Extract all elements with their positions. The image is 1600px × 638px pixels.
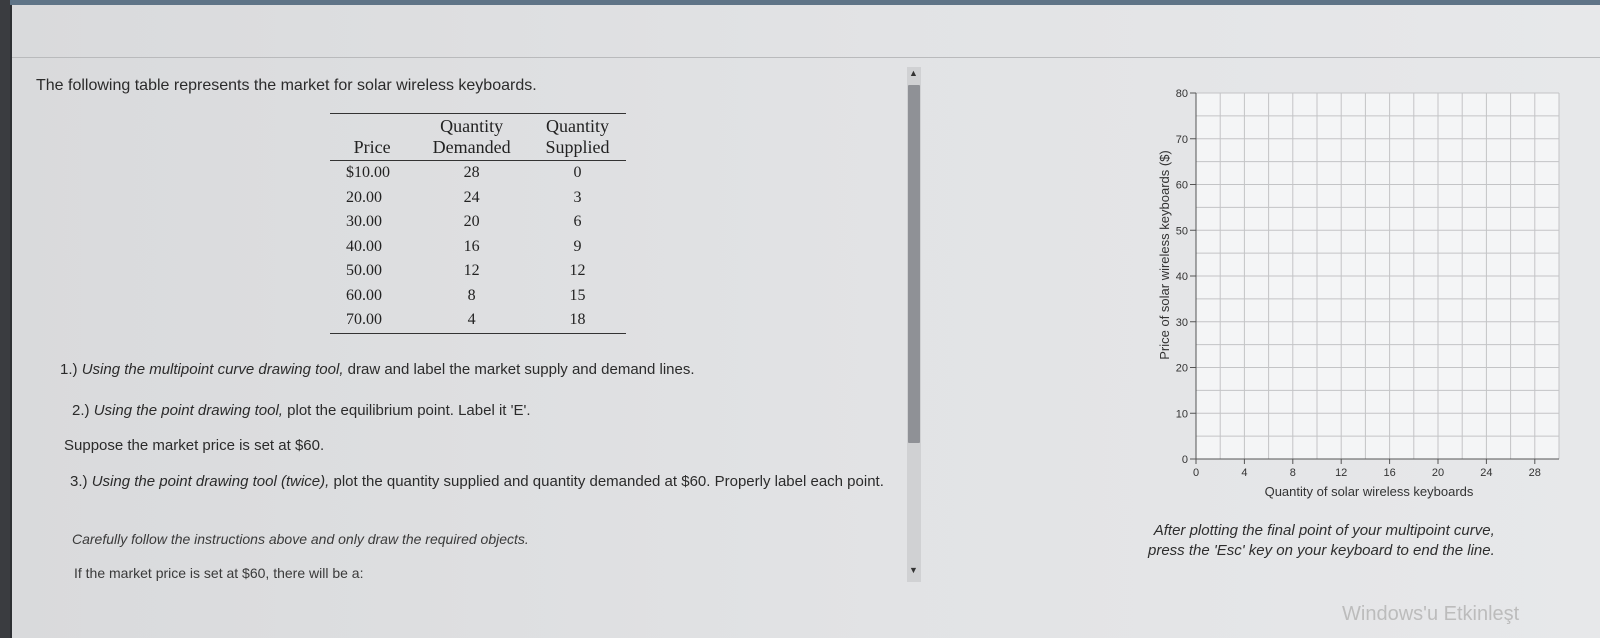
header-price: Price	[330, 137, 414, 161]
supplied-cell: 0	[573, 164, 582, 182]
price-cell: $10.00	[346, 164, 390, 182]
demanded-cell: 8	[467, 286, 476, 304]
question-3-text: plot the quantity supplied and quantity demanded at $60. Properly label each point.	[333, 473, 884, 490]
supplied-cell: 18	[529, 308, 626, 333]
x-tick-label: 12	[1335, 467, 1348, 479]
demanded-cell: 16	[463, 237, 480, 255]
header-supplied-line2: Supplied	[529, 137, 626, 161]
table-row	[330, 235, 626, 260]
supplied-cell: 15	[569, 286, 586, 304]
question-panel	[12, 5, 1600, 638]
header-empty	[330, 114, 414, 138]
panel-divider	[12, 57, 1600, 58]
instruction-text	[1148, 521, 1495, 561]
question-2	[72, 402, 531, 419]
question-3	[70, 473, 900, 491]
table-row	[330, 259, 626, 284]
demanded-cell: 12	[463, 262, 480, 280]
question-2-number: 2.)	[72, 402, 90, 419]
x-tick-label: 16	[1383, 467, 1396, 479]
careful-note: Carefully follow the instructions above and only draw the required objects.	[72, 531, 529, 547]
y-tick-label: 60	[1175, 179, 1188, 192]
price-cell: 50.00	[346, 262, 382, 280]
scrollbar-thumb[interactable]	[908, 85, 920, 443]
question-3-tool: Using the point drawing tool (twice),	[91, 473, 330, 490]
window-left-edge	[0, 0, 10, 638]
demanded-cell: 24	[463, 188, 480, 206]
question-3-number: 3.)	[70, 473, 88, 490]
y-tick-label: 10	[1175, 408, 1188, 421]
x-axis-title: Quantity of solar wireless keyboards	[1264, 484, 1474, 499]
x-tick-label: 24	[1480, 467, 1493, 479]
table-row	[330, 210, 626, 235]
instruction-line-1: After plotting the final point of your multipoint curve,	[1153, 522, 1495, 539]
suppose-text: Suppose the market price is set at $60.	[64, 437, 325, 454]
supplied-cell: 12	[569, 262, 586, 280]
x-tick-label: 28	[1528, 467, 1541, 479]
market-table	[330, 113, 626, 334]
question-2-tool: Using the point drawing tool,	[93, 402, 283, 419]
header-demanded-line2: Demanded	[414, 137, 529, 161]
demanded-cell: 28	[463, 164, 480, 182]
activation-watermark: Windows'u Etkinleşt	[1342, 603, 1520, 625]
supplied-cell: 3	[573, 188, 582, 206]
question-1-text: draw and label the market supply and demand lines.	[347, 361, 695, 378]
header-demanded-line1: Quantity	[414, 114, 529, 138]
price-cell: 30.00	[346, 213, 382, 231]
table-row	[330, 284, 626, 309]
question-1-tool: Using the multipoint curve drawing tool,	[81, 361, 344, 378]
price-cell: 60.00	[346, 286, 382, 304]
drawing-graph[interactable]	[1124, 85, 1574, 505]
supplied-cell: 9	[573, 237, 582, 255]
instruction-line-2: press the 'Esc' key on your keyboard to end the line.	[1148, 542, 1495, 559]
y-tick-label: 80	[1175, 88, 1188, 100]
demanded-cell: 20	[463, 213, 480, 231]
header-supplied-line1: Quantity	[529, 114, 626, 138]
table-row	[330, 161, 626, 186]
y-axis-title: Price of solar wireless keyboards ($)	[1157, 150, 1172, 360]
y-tick-label: 0	[1181, 454, 1188, 466]
if-market-prompt: If the market price is set at $60, there will be a:	[74, 565, 364, 581]
x-tick-label: 4	[1241, 467, 1248, 479]
question-1	[60, 361, 695, 378]
y-tick-label: 70	[1175, 133, 1188, 146]
x-tick-label: 0	[1192, 467, 1200, 479]
supplied-cell: 6	[573, 213, 582, 231]
scroll-down-arrow-icon[interactable]: ▼	[909, 565, 918, 575]
intro-text: The following table represents the market for solar wireless keyboards.	[36, 77, 537, 94]
question-2-text: plot the equilibrium point. Label it 'E'.	[287, 402, 531, 419]
price-cell: 40.00	[346, 237, 382, 255]
scroll-up-arrow-icon[interactable]: ▲	[909, 68, 918, 78]
y-tick-label: 20	[1175, 362, 1188, 375]
question-1-number: 1.)	[60, 361, 78, 378]
y-tick-label: 40	[1175, 271, 1188, 283]
price-cell: 20.00	[346, 188, 382, 206]
price-cell: 70.00	[330, 308, 414, 333]
demanded-cell: 4	[414, 308, 529, 333]
y-tick-label: 30	[1175, 316, 1188, 329]
table-row	[330, 186, 626, 211]
x-tick-label: 8	[1289, 467, 1296, 479]
table-row	[330, 308, 626, 333]
x-tick-label: 20	[1431, 467, 1445, 479]
y-tick-label: 50	[1175, 225, 1188, 238]
